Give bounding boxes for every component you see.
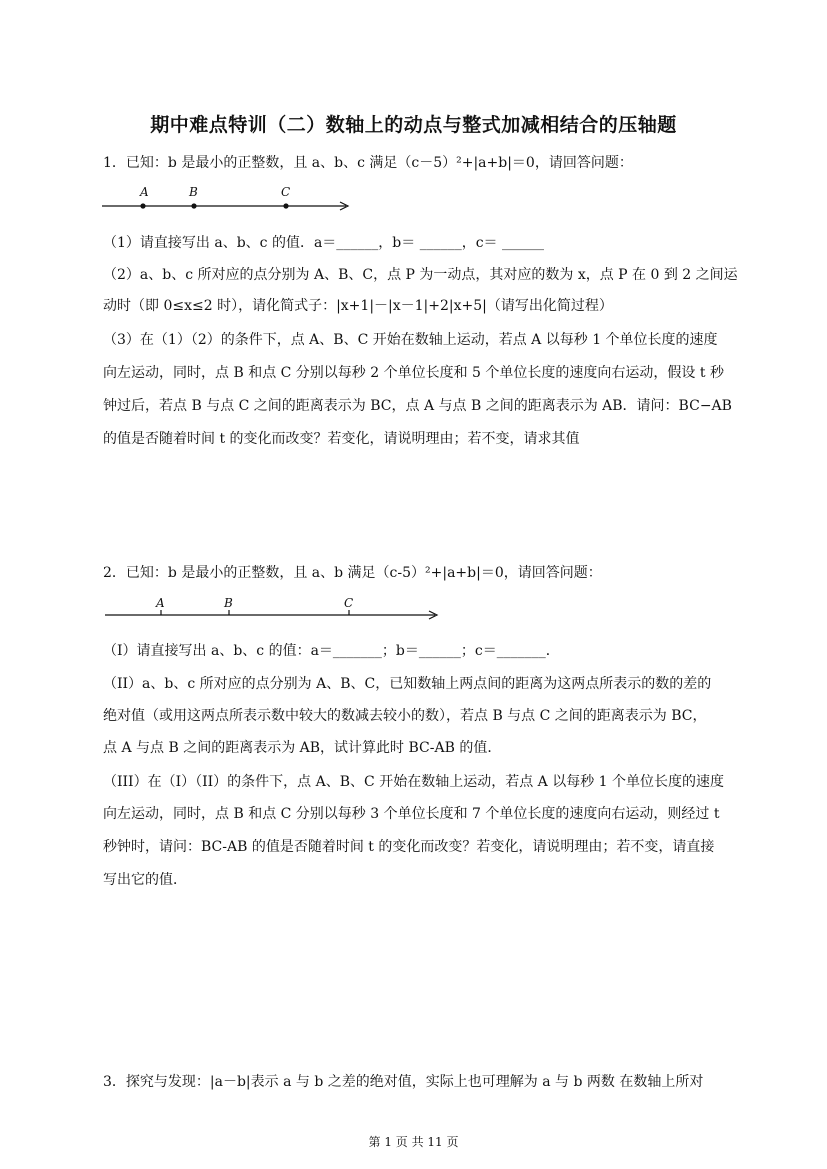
q2-part2-line2: 绝对值（或用这两点所表示数中较大的数减去较小的数），若点 B 与点 C 之间的距离表示为 BC， — [103, 708, 707, 724]
q1-part2-line2: 动时（即 0≤x≤2 时），请化简式子：|x+1|－|x－1|+2|x+5|（请写出化简过程） — [103, 298, 613, 314]
q2-part1: （I）请直接写出 a、b、c 的值：a＝_______；b＝______；c＝_______． — [103, 643, 560, 659]
page-footer: 第 1 页 共 11 页 — [368, 1135, 459, 1149]
q1-point-c — [283, 203, 288, 208]
q2-stem: 2．已知：b 是最小的正整数，且 a、b 满足（c-5）²+|a+b|＝0，请回答问题： — [103, 565, 602, 581]
q1-part1: （1）请直接写出 a、b、c 的值．a＝______，b＝ ______，c＝ ______ — [103, 235, 545, 251]
q1-part3-line1: （3）在（1）（2）的条件下，点 A、B、C 开始在数轴上运动，若点 A 以每秒 1 个单位长度的速度 — [103, 332, 718, 348]
q2-label-c: C — [344, 596, 354, 610]
q1-label-a: A — [140, 185, 149, 199]
q2-part3-line4: 写出它的值． — [103, 872, 187, 888]
q2-part3-line1: （III）在（I）（II）的条件下，点 A、B、C 开始在数轴上运动，若点 A 以每秒 1 个单位长度的速度 — [103, 774, 725, 790]
q1-number-line — [100, 182, 360, 216]
q2-part3-line3: 秒钟时，请问：BC-AB 的值是否随着时间 t 的变化而改变？若变化，请说明理由；若不变，请直接 — [103, 839, 715, 855]
q2-part2-line1: （II）a、b、c 所对应的点分别为 A、B、C，已知数轴上两点间的距离为这两点所表示的数的差的 — [103, 676, 712, 692]
q1-part3-line4: 的值是否随着时间 t 的变化而改变？若变化，请说明理由；若不变，请求其值 — [103, 431, 580, 447]
q1-part3-line3: 钟过后，若点 B 与点 C 之间的距离表示为 BC，点 A 与点 B 之间的距离表示为 AB．请问：BC−AB — [103, 398, 732, 414]
q1-part2-line1: （2）a、b、c 所对应的点分别为 A、B、C，点 P 为一动点，其对应的数为 x，点 P 在 0 到 2 之间运 — [103, 267, 738, 283]
q1-label-b: B — [189, 185, 198, 199]
q2-part2-line3: 点 A 与点 B 之间的距离表示为 AB，试计算此时 BC-AB 的值． — [103, 740, 502, 756]
q2-label-b: B — [224, 596, 233, 610]
q1-label-c: C — [281, 185, 291, 199]
q1-part3-line2: 向左运动，同时，点 B 和点 C 分别以每秒 2 个单位长度和 5 个单位长度的速度向右运动，假设 t 秒 — [103, 365, 724, 381]
q1-stem: 1．已知：b 是最小的正整数，且 a、b、c 满足（c－5）²+|a+b|＝0，请回答问题： — [103, 155, 633, 171]
q2-part3-line2: 向左运动，同时，点 B 和点 C 分别以每秒 3 个单位长度和 7 个单位长度的速度向右运动，则经过 t — [103, 806, 720, 822]
q2-label-a: A — [156, 596, 165, 610]
q1-point-b — [191, 203, 196, 208]
q3-stem: 3．探究与发现：|a－b|表示 a 与 b 之差的绝对值，实际上也可理解为 a 与 b 两数 在数轴上所对 — [103, 1074, 704, 1090]
page-title: 期中难点特训（二）数轴上的动点与整式加减相结合的压轴题 — [150, 114, 677, 136]
q1-point-a — [140, 203, 145, 208]
q2-number-line — [103, 596, 443, 624]
